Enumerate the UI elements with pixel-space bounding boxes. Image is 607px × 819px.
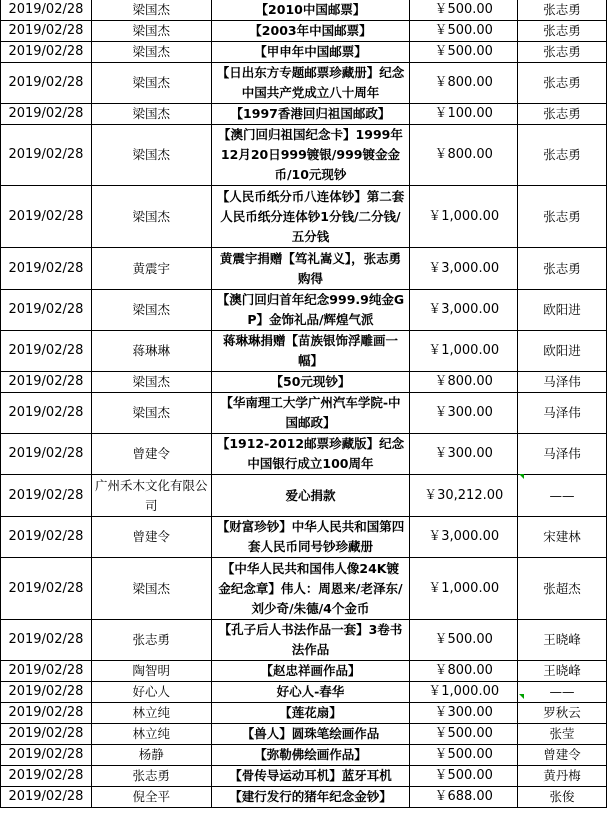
amount-cell[interactable]: ￥1,000.00 xyxy=(410,558,518,620)
recipient-cell[interactable]: 王晓峰 xyxy=(518,661,607,682)
date-cell[interactable]: 2019/02/28 xyxy=(1,682,92,703)
donor-cell[interactable]: 梁国杰 xyxy=(91,186,211,248)
item-cell[interactable]: 【孔子后人书法作品一套】3卷书法作品 xyxy=(211,620,410,661)
item-cell[interactable]: 【中华人民共和国伟人像24K镀金纪念章】伟人：周恩来/老泽东/刘少奇/朱德/4个金币 xyxy=(211,558,410,620)
recipient-cell[interactable]: 欧阳进 xyxy=(518,331,607,372)
amount-cell[interactable]: ￥800.00 xyxy=(410,63,518,104)
date-cell[interactable]: 2019/02/28 xyxy=(1,63,92,104)
item-cell[interactable]: 【财富珍钞】中华人民共和国第四套人民币同号钞珍藏册 xyxy=(211,517,410,558)
table-row xyxy=(1,766,607,787)
recipient-cell[interactable]: 马泽伟 xyxy=(518,393,607,434)
item-cell[interactable]: 【弥勒佛绘画作品】 xyxy=(211,745,410,766)
donor-cell[interactable]: 梁国杰 xyxy=(91,393,211,434)
item-cell[interactable]: 【2010中国邮票】 xyxy=(211,0,410,21)
comment-indicator-icon xyxy=(519,694,524,699)
donor-cell[interactable]: 林立纯 xyxy=(91,703,211,724)
donor-cell[interactable]: 梁国杰 xyxy=(91,125,211,186)
date-cell[interactable]: 2019/02/28 xyxy=(1,724,92,745)
amount-cell[interactable]: ￥300.00 xyxy=(410,393,518,434)
recipient-cell[interactable]: 宋建林 xyxy=(518,517,607,558)
amount-cell[interactable]: ￥500.00 xyxy=(410,745,518,766)
table-row xyxy=(1,125,607,186)
recipient-cell[interactable]: 张莹 xyxy=(518,724,607,745)
date-cell[interactable]: 2019/02/28 xyxy=(1,104,92,125)
table-row xyxy=(1,248,607,290)
donor-cell[interactable]: 广州禾木文化有限公司 xyxy=(91,475,211,517)
donor-cell[interactable]: 梁国杰 xyxy=(91,63,211,104)
item-cell[interactable]: 蒋琳琳捐赠【苗族银饰浮雕画一幅】 xyxy=(211,331,410,372)
donor-cell[interactable]: 梁国杰 xyxy=(91,21,211,42)
date-cell[interactable]: 2019/02/28 xyxy=(1,372,92,393)
recipient-cell[interactable]: 张志勇 xyxy=(518,21,607,42)
item-cell[interactable]: 黄震宇捐赠【笃礼嵩义】，张志勇购得 xyxy=(211,248,410,290)
donor-cell[interactable]: 梁国杰 xyxy=(91,0,211,21)
donor-cell[interactable]: 林立纯 xyxy=(91,724,211,745)
table-row xyxy=(1,104,607,125)
donor-cell[interactable]: 杨静 xyxy=(91,745,211,766)
table-row xyxy=(1,331,607,372)
recipient-cell[interactable]: 张志勇 xyxy=(518,0,607,21)
amount-cell[interactable]: ￥3,000.00 xyxy=(410,517,518,558)
item-cell[interactable]: 【赵忠祥画作品】 xyxy=(211,661,410,682)
amount-cell[interactable]: ￥3,000.00 xyxy=(410,290,518,331)
recipient-cell[interactable]: 张志勇 xyxy=(518,125,607,186)
recipient-cell[interactable]: 张志勇 xyxy=(518,186,607,248)
item-cell[interactable]: 【日出东方专题邮票珍藏册】纪念中国共产党成立八十周年 xyxy=(211,63,410,104)
item-cell[interactable]: 【莲花扇】 xyxy=(211,703,410,724)
table-row xyxy=(1,42,607,63)
table-row xyxy=(1,21,607,42)
item-cell[interactable]: 【2003年中国邮票】 xyxy=(211,21,410,42)
recipient-cell[interactable]: 欧阳进 xyxy=(518,290,607,331)
table-row xyxy=(1,0,607,21)
table-row xyxy=(1,475,607,517)
date-cell[interactable]: 2019/02/28 xyxy=(1,0,92,21)
table-row xyxy=(1,186,607,248)
amount-cell[interactable]: ￥800.00 xyxy=(410,661,518,682)
table-row xyxy=(1,787,607,808)
table-row xyxy=(1,661,607,682)
amount-cell[interactable]: ￥300.00 xyxy=(410,434,518,475)
recipient-cell[interactable]: 马泽伟 xyxy=(518,434,607,475)
item-cell[interactable]: 【澳门回归祖国纪念卡】1999年12月20日999镀银/999镀金金币/10元现钞 xyxy=(211,125,410,186)
item-cell[interactable]: 【华南理工大学广州汽车学院-中国邮政】 xyxy=(211,393,410,434)
amount-cell[interactable]: ￥500.00 xyxy=(410,0,518,21)
amount-cell[interactable]: ￥800.00 xyxy=(410,372,518,393)
donor-cell[interactable]: 梁国杰 xyxy=(91,290,211,331)
date-cell[interactable]: 2019/02/28 xyxy=(1,745,92,766)
table-row xyxy=(1,682,607,703)
amount-cell[interactable]: ￥500.00 xyxy=(410,42,518,63)
date-cell[interactable]: 2019/02/28 xyxy=(1,331,92,372)
donor-cell[interactable]: 梁国杰 xyxy=(91,104,211,125)
recipient-cell[interactable]: 张志勇 xyxy=(518,42,607,63)
amount-cell[interactable]: ￥30,212.00 xyxy=(410,475,518,517)
donor-cell[interactable]: 张志勇 xyxy=(91,620,211,661)
recipient-cell[interactable]: 张志勇 xyxy=(518,248,607,290)
donor-cell[interactable]: 黄震宇 xyxy=(91,248,211,290)
item-cell[interactable]: 【澳门回归首年纪念999.9纯金GP】金饰礼品/辉煌气派 xyxy=(211,290,410,331)
recipient-cell[interactable]: 张俊 xyxy=(518,787,607,808)
table-row xyxy=(1,393,607,434)
recipient-cell[interactable]: 王晓峰 xyxy=(518,620,607,661)
table-row xyxy=(1,434,607,475)
item-cell[interactable]: 【甲申年中国邮票】 xyxy=(211,42,410,63)
donor-cell[interactable]: 好心人 xyxy=(91,682,211,703)
amount-cell[interactable]: ￥800.00 xyxy=(410,125,518,186)
donor-cell[interactable]: 梁国杰 xyxy=(91,42,211,63)
amount-cell[interactable]: ￥500.00 xyxy=(410,724,518,745)
table-row xyxy=(1,558,607,620)
donor-cell[interactable]: 蒋琳琳 xyxy=(91,331,211,372)
item-cell[interactable]: 好心人-春华 xyxy=(211,682,410,703)
recipient-cell[interactable]: 张志勇 xyxy=(518,63,607,104)
amount-cell[interactable]: ￥300.00 xyxy=(410,703,518,724)
recipient-cell[interactable]: —— xyxy=(518,475,607,517)
item-cell[interactable]: 【人民币纸分币八连体钞】第二套人民币纸分连体钞1分钱/二分钱/五分钱 xyxy=(211,186,410,248)
table-row xyxy=(1,620,607,661)
recipient-cell[interactable]: 曾建令 xyxy=(518,745,607,766)
table-row xyxy=(1,517,607,558)
table-row xyxy=(1,703,607,724)
recipient-cell[interactable]: 张超杰 xyxy=(518,558,607,620)
date-cell[interactable]: 2019/02/28 xyxy=(1,703,92,724)
date-cell[interactable]: 2019/02/28 xyxy=(1,661,92,682)
donor-cell[interactable]: 梁国杰 xyxy=(91,372,211,393)
amount-cell[interactable]: ￥500.00 xyxy=(410,766,518,787)
donor-cell[interactable]: 张志勇 xyxy=(91,766,211,787)
date-cell[interactable]: 2019/02/28 xyxy=(1,558,92,620)
table-row xyxy=(1,290,607,331)
item-cell[interactable]: 【1912-2012邮票珍藏版】纪念中国银行成立100周年 xyxy=(211,434,410,475)
amount-cell[interactable]: ￥688.00 xyxy=(410,787,518,808)
date-cell[interactable]: 2019/02/28 xyxy=(1,21,92,42)
amount-cell[interactable]: ￥100.00 xyxy=(410,104,518,125)
item-cell[interactable]: 【兽人】圆珠笔绘画作品 xyxy=(211,724,410,745)
amount-cell[interactable]: ￥500.00 xyxy=(410,21,518,42)
date-cell[interactable]: 2019/02/28 xyxy=(1,42,92,63)
date-cell[interactable]: 2019/02/28 xyxy=(1,248,92,290)
recipient-cell[interactable]: 黄丹梅 xyxy=(518,766,607,787)
table-row xyxy=(1,724,607,745)
donation-table-body xyxy=(1,0,607,808)
donor-cell[interactable]: 曾建令 xyxy=(91,434,211,475)
item-cell[interactable]: 【50元现钞】 xyxy=(211,372,410,393)
amount-cell[interactable]: ￥1,000.00 xyxy=(410,331,518,372)
date-cell[interactable]: 2019/02/28 xyxy=(1,125,92,186)
recipient-cell[interactable]: —— xyxy=(518,682,607,703)
donor-cell[interactable]: 陶智明 xyxy=(91,661,211,682)
date-cell[interactable]: 2019/02/28 xyxy=(1,620,92,661)
date-cell[interactable]: 2019/02/28 xyxy=(1,517,92,558)
amount-cell[interactable]: ￥1,000.00 xyxy=(410,186,518,248)
amount-cell[interactable]: ￥3,000.00 xyxy=(410,248,518,290)
recipient-cell[interactable]: 马泽伟 xyxy=(518,372,607,393)
date-cell[interactable]: 2019/02/28 xyxy=(1,787,92,808)
table-row xyxy=(1,372,607,393)
amount-cell[interactable]: ￥1,000.00 xyxy=(410,682,518,703)
donor-cell[interactable]: 梁国杰 xyxy=(91,558,211,620)
item-cell[interactable]: 【骨传导运动耳机】蓝牙耳机 xyxy=(211,766,410,787)
item-cell[interactable]: 【建行发行的猪年纪念金钞】 xyxy=(211,787,410,808)
recipient-cell[interactable]: 张志勇 xyxy=(518,104,607,125)
comment-indicator-icon xyxy=(519,474,524,479)
date-cell[interactable]: 2019/02/28 xyxy=(1,186,92,248)
item-cell[interactable]: 【1997香港回归祖国邮政】 xyxy=(211,104,410,125)
donor-cell[interactable]: 曾建令 xyxy=(91,517,211,558)
date-cell[interactable]: 2019/02/28 xyxy=(1,766,92,787)
date-cell[interactable]: 2019/02/28 xyxy=(1,475,92,517)
date-cell[interactable]: 2019/02/28 xyxy=(1,393,92,434)
item-cell[interactable]: 爱心捐款 xyxy=(211,475,410,517)
amount-cell[interactable]: ￥500.00 xyxy=(410,620,518,661)
date-cell[interactable]: 2019/02/28 xyxy=(1,434,92,475)
table-row xyxy=(1,745,607,766)
recipient-cell[interactable]: 罗秋云 xyxy=(518,703,607,724)
table-row xyxy=(1,63,607,104)
date-cell[interactable]: 2019/02/28 xyxy=(1,290,92,331)
donor-cell[interactable]: 倪全平 xyxy=(91,787,211,808)
